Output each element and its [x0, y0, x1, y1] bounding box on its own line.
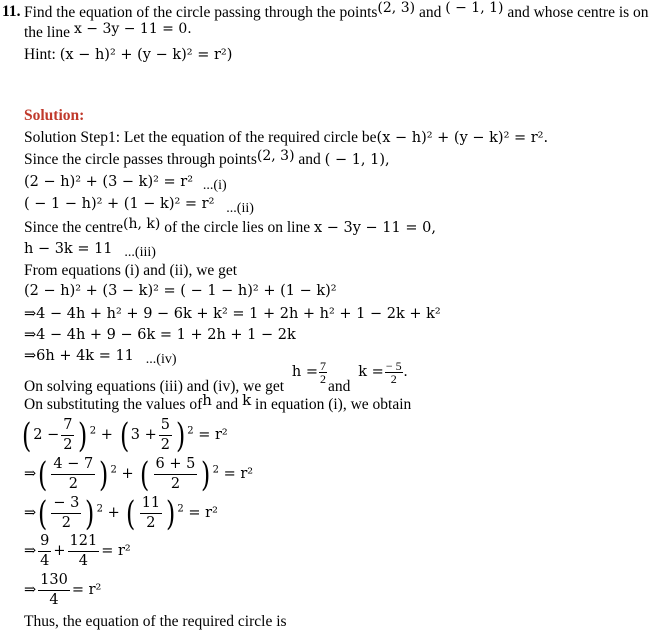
subst-text-1: On substituting the values of — [24, 396, 203, 413]
solving-and: and — [328, 378, 351, 396]
s1-f1-num: 7 — [61, 416, 74, 436]
right-paren: ) — [78, 415, 88, 456]
s2-exp-2: 2 — [212, 464, 219, 476]
eq-i-line — [24, 172, 227, 192]
right-paren: ) — [201, 454, 211, 495]
s2-exp-1: 2 — [110, 464, 117, 476]
s1-exp-1: 2 — [89, 425, 97, 437]
right-paren: ) — [85, 493, 95, 534]
s1-f2-num: 5 — [159, 416, 172, 436]
hint-line — [24, 45, 232, 65]
passes-line — [24, 150, 390, 170]
centre-hk: (h, k) — [122, 216, 161, 232]
s1-plus: + — [100, 427, 113, 443]
s2-fraction-2 — [154, 455, 198, 494]
from-line: From equations (i) and (ii), we get — [24, 262, 238, 279]
step-s2 — [24, 455, 253, 495]
equation-a: (2 − h)² + (3 − k)² = ( − 1 − h)² + (1 − k)² — [24, 283, 337, 299]
question-and: and — [418, 4, 442, 21]
s3-fraction-2 — [140, 494, 162, 533]
k-denominator: 2 — [390, 372, 397, 386]
s4-plus: + — [53, 543, 66, 559]
eq-iii-line — [24, 239, 156, 259]
s4-fraction-1 — [38, 532, 51, 571]
h-denominator: 2 — [320, 372, 326, 386]
hint-equation: (x − h)² + (y − k)² = r²) — [59, 47, 233, 63]
s5-den: 4 — [49, 592, 59, 608]
s3-f2-den: 2 — [146, 515, 156, 531]
subst-k: k — [242, 391, 252, 409]
step-s1 — [20, 416, 228, 456]
right-paren: ) — [166, 493, 176, 534]
step1-text: Solution Step1: Let the equation of the required circle be — [24, 129, 377, 146]
k-lhs: k = — [358, 364, 384, 381]
subst-and: and — [215, 396, 239, 413]
line-equation: x − 3y − 11 = 0. — [73, 21, 192, 37]
s4-arrow: ⇒ — [24, 543, 37, 559]
s2-arrow: ⇒ — [24, 466, 37, 482]
left-paren: ( — [140, 454, 150, 495]
point-1: (2, 3) — [377, 0, 416, 16]
right-paren: ) — [175, 415, 186, 456]
s5-num: 130 — [38, 571, 70, 591]
s2-f1-num: 4 − 7 — [51, 455, 95, 475]
h-numerator: 7 — [320, 359, 326, 373]
equation-iii: h − 3k = 11 — [24, 241, 113, 257]
s2-fraction-1 — [51, 455, 95, 494]
k-fraction — [385, 360, 403, 385]
k-numerator: − 5 — [385, 359, 402, 373]
centre-text-1: Since the centre — [24, 219, 123, 236]
s5-fraction — [38, 571, 70, 610]
passes-point-1: (2, 3) — [256, 148, 295, 164]
k-dot: . — [403, 363, 408, 381]
question-line-1 — [24, 0, 649, 22]
thus-line: Thus, the equation of the required circle is — [24, 613, 287, 630]
s4-f2-den: 4 — [78, 553, 88, 569]
solving-line — [24, 359, 408, 396]
right-paren: ) — [99, 454, 109, 495]
equation-iv: ⇒6h + 4k = 11 — [24, 348, 134, 364]
hint-label: Hint: — [24, 46, 56, 63]
equation-b: ⇒4 − 4h + h² + 9 − 6k + k² = 1 + 2h + h² + 1 − 2k + k² — [24, 306, 441, 322]
left-paren: ( — [21, 415, 32, 456]
s3-rhs: = r² — [188, 505, 218, 521]
s5-arrow: ⇒ — [24, 582, 37, 598]
question-tail: and whose centre is on — [507, 4, 649, 21]
centre-line — [24, 218, 436, 238]
left-paren: ( — [38, 493, 48, 534]
s1-exp-2: 2 — [187, 425, 194, 437]
centre-text-2: of the circle lies on line — [164, 219, 311, 236]
s4-f1-den: 4 — [40, 553, 50, 569]
step1-equation: (x − h)² + (y − k)² = r². — [376, 130, 549, 146]
question-line-2 — [24, 23, 192, 42]
equation-ii-tag: ...(ii) — [226, 201, 254, 216]
s3-f1-den: 2 — [61, 515, 72, 531]
s2-rhs: = r² — [223, 466, 254, 482]
s1-a: 2 − — [33, 427, 60, 443]
step-s4 — [24, 532, 131, 570]
subst-h: h — [202, 391, 212, 409]
question-line-text: the line — [24, 24, 71, 41]
solving-text: On solving equations (iii) and (iv), we get — [24, 378, 285, 396]
step-s5 — [24, 571, 101, 609]
s3-f2-num: 11 — [140, 494, 162, 514]
passes-text: Since the circle passes through points — [24, 151, 257, 168]
left-paren: ( — [126, 493, 136, 534]
passes-point-2: ( − 1, 1), — [324, 152, 390, 168]
s1-f2-den: 2 — [160, 437, 170, 453]
question-text: Find the equation of the circle passing through the points — [24, 4, 378, 21]
equation-iv-tag: ...(iv) — [145, 352, 177, 367]
s3-exp-1: 2 — [96, 503, 104, 515]
question-number: 11. — [2, 3, 21, 20]
equation-i-tag: ...(i) — [202, 178, 227, 193]
s3-fraction-1 — [51, 494, 81, 533]
substitute-line — [24, 391, 412, 414]
s4-f1-num: 9 — [38, 532, 51, 552]
solution-heading: Solution: — [24, 107, 85, 124]
s1-b: 3 + — [130, 427, 157, 443]
centre-equation: x − 3y − 11 = 0, — [313, 220, 436, 236]
s3-plus: + — [107, 505, 120, 521]
s2-plus: + — [121, 466, 134, 482]
s2-f1-den: 2 — [68, 476, 78, 492]
s3-f1-num: − 3 — [51, 494, 81, 514]
h-fraction — [319, 360, 327, 385]
s5-rhs: = r² — [71, 582, 102, 598]
equation-ii: ( − 1 − h)² + (1 − k)² = r² — [24, 196, 215, 212]
s4-f2-num: 121 — [68, 532, 100, 552]
eq-ii-line — [24, 194, 254, 214]
s4-fraction-2 — [68, 532, 100, 571]
equation-c: ⇒4 − 4h + 9 − 6k = 1 + 2h + 1 − 2k — [24, 327, 296, 343]
left-paren: ( — [38, 454, 48, 495]
h-lhs: h = — [291, 364, 318, 381]
passes-and: and — [298, 151, 321, 168]
subst-text-2: in equation (i), we obtain — [255, 396, 412, 413]
s2-f2-num: 6 + 5 — [154, 455, 198, 475]
s2-f2-den: 2 — [170, 476, 181, 492]
s1-fraction-2 — [159, 416, 172, 455]
s1-rhs: = r² — [198, 427, 228, 443]
equation-i: (2 − h)² + (3 − k)² = r² — [24, 174, 194, 190]
s3-arrow: ⇒ — [24, 505, 37, 521]
s1-fraction-1 — [61, 416, 74, 455]
equation-iii-tag: ...(iii) — [124, 245, 156, 260]
s1-f1-den: 2 — [63, 437, 73, 453]
left-paren: ( — [119, 415, 129, 456]
s3-exp-2: 2 — [177, 503, 184, 515]
s4-rhs: = r² — [101, 543, 131, 559]
step1-line — [24, 128, 548, 148]
point-2: ( − 1, 1) — [445, 0, 504, 16]
step-s3 — [24, 494, 218, 534]
